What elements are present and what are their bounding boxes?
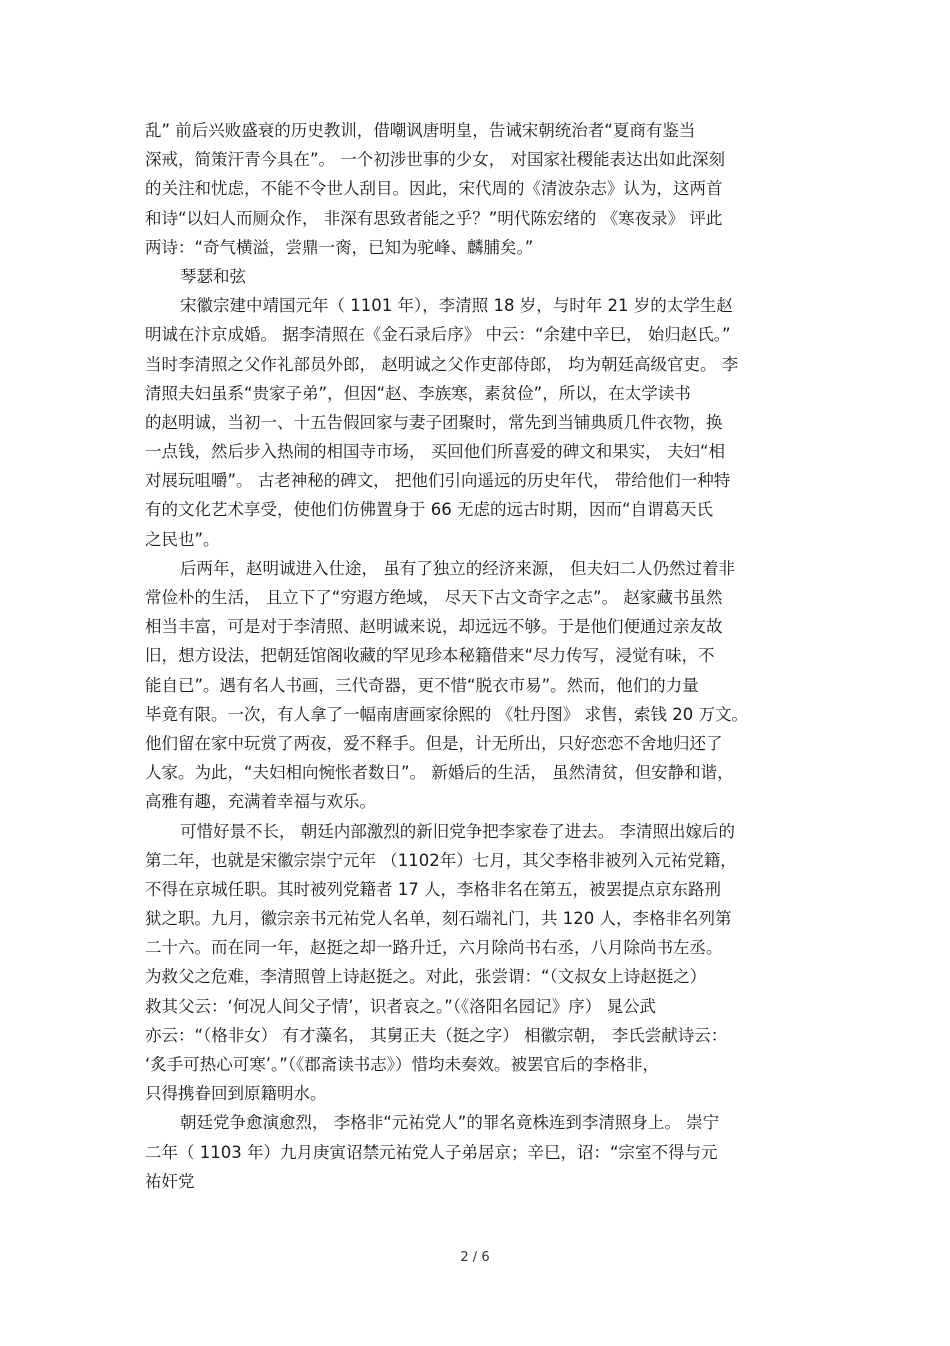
text-line: 琴瑟和弦: [180, 266, 246, 286]
text-line: 亦云：“（格非女） 有才藻名， 其舅正夫（挺之字） 相徽宗朝， 李氏尝献诗云：: [145, 1025, 728, 1045]
text-line: 的赵明诚，当初一、十五告假回家与妻子团聚时，常先到当铺典质几件衣物，换: [145, 412, 723, 432]
text-line: 相当丰富，可是对于李清照、赵明诚来说，却远远不够。于是他们便通过亲友故: [145, 617, 723, 637]
text-line: 和诗“以妇人而厕众作， 非深有思致者能之乎？”明代陈宏绪的 《寒夜录》 评此: [145, 208, 723, 228]
text-line: 能自已”。遇有名人书画，三代奇器，更不惜“脱衣市易”。然而，他们的力量: [145, 675, 699, 695]
text-line: 救其父云：‘何况人间父子情’，识者哀之。”（《洛阳名园记》序） 晁公武: [145, 996, 657, 1016]
text-line: 可惜好景不长， 朝廷内部激烈的新旧党争把李家卷了进去。 李清照出嫁后的: [180, 821, 735, 841]
text-line: 二年（ 1103 年）九月庚寅诏禁元祐党人子弟居京；辛巳，诏：“宗室不得与元: [145, 1142, 718, 1162]
text-line: 一点钱，然后步入热闹的相国寺市场， 买回他们所喜爱的碑文和果实， 夫妇“相: [145, 442, 726, 462]
text-line: 后两年，赵明诚进入仕途， 虽有了独立的经济来源， 但夫妇二人仍然过着非: [180, 558, 735, 578]
text-line: 两诗：“奇气横溢，尝鼎一脔，已知为驼峰、麟脯矣。”: [145, 237, 534, 257]
text-line: 有的文化艺术享受，使他们仿佛置身于 66 无虑的远古时期，因而“自谓葛天氏: [145, 500, 714, 520]
text-line: 清照夫妇虽系“贵家子弟”，但因“赵、李族寒，素贫俭”，所以，在太学读书: [145, 383, 691, 403]
text-line: 二十六。而在同一年，赵挺之却一路升迁，六月除尚书右丞，八月除尚书左丞。: [145, 938, 723, 958]
text-line: 常俭朴的生活， 且立下了“穷遐方绝域， 尽天下古文奇字之志”。 赵家藏书虽然: [145, 588, 723, 607]
text-line: 宋徽宗建中靖国元年（ 1101 年），李清照 18 岁，与时年 21 岁的太学生赵: [180, 296, 733, 316]
text-line: 人家。为此，“夫妇相向惋怅者数日”。 新婚后的生活， 虽然清贫，但安静和谐，: [145, 763, 734, 783]
text-line: 旧，想方设法，把朝廷馆阁收藏的罕见珍本秘籍借来“尽力传写，浸觉有味，不: [145, 646, 715, 666]
text-line: 第二年，也就是宋徽宗崇宁元年 （1102年）七月，其父李格非被列入元祐党籍，: [145, 850, 737, 870]
text-line: 祐奸党: [145, 1171, 195, 1191]
text-line: ‘炙手可热心可寒’。”（《郡斋读书志》）惜均未奏效。被罢官后的李格非，: [145, 1055, 660, 1074]
text-line: 不得在京城任职。其时被列党籍者 17 人，李格非名在第五，被罢提点京东路刑: [145, 879, 721, 899]
text-line: 朝廷党争愈演愈烈， 李格非“元祐党人”的罪名竟株连到李清照身上。 崇宁: [180, 1113, 720, 1133]
text-line: 为救父之危难，李清照曾上诗赵挺之。对此，张尝谓：“（文叔女上诗赵挺之）: [145, 967, 707, 987]
text-line: 深戒，简策汗青今具在”。 一个初涉世事的少女， 对国家社稷能表达出如此深刻: [145, 150, 726, 170]
text-line: 之民也”。: [145, 529, 220, 549]
text-line: 的关注和忧虑，不能不令世人刮目。因此，宋代周的《清波杂志》认为，这两首: [145, 179, 723, 199]
text-line: 他们留在家中玩赏了两夜，爱不释手。但是，计无所出，只好恋恋不舍地归还了: [145, 733, 723, 753]
document-body: [145, 116, 815, 1196]
text-line: 狱之职。九月，徽宗亲书元祐党人名单，刻石端礼门，共 120 人，李格非名列第: [145, 909, 732, 929]
text-line: 只得携眷回到原籍明水。: [145, 1084, 327, 1104]
text-line: 当时李清照之父作礼部员外郎， 赵明诚之父作吏部侍郎， 均为朝廷高级官吏。 李: [145, 354, 739, 374]
text-line: 乱” 前后兴败盛衰的历史教训，借嘲讽唐明皇，告诫宋朝统治者“夏商有鉴当: [145, 121, 696, 140]
text-line: 对展玩咀嚼”。 古老神秘的碑文， 把他们引向遥远的历史年代， 带给他们一种特: [145, 471, 731, 491]
text-line: 高雅有趣，充满着幸福与欢乐。: [145, 792, 376, 812]
text-line: 明诚在汴京成婚。 据李清照在《金石录后序》 中云：“余建中辛巳， 始归赵氏。”: [145, 325, 731, 345]
text-line: 毕竟有限。一次，有人拿了一幅南唐画家徐熙的 《牡丹图》 求售，索钱 20 万文。: [145, 704, 748, 724]
page-number: 2 / 6: [460, 1250, 490, 1265]
